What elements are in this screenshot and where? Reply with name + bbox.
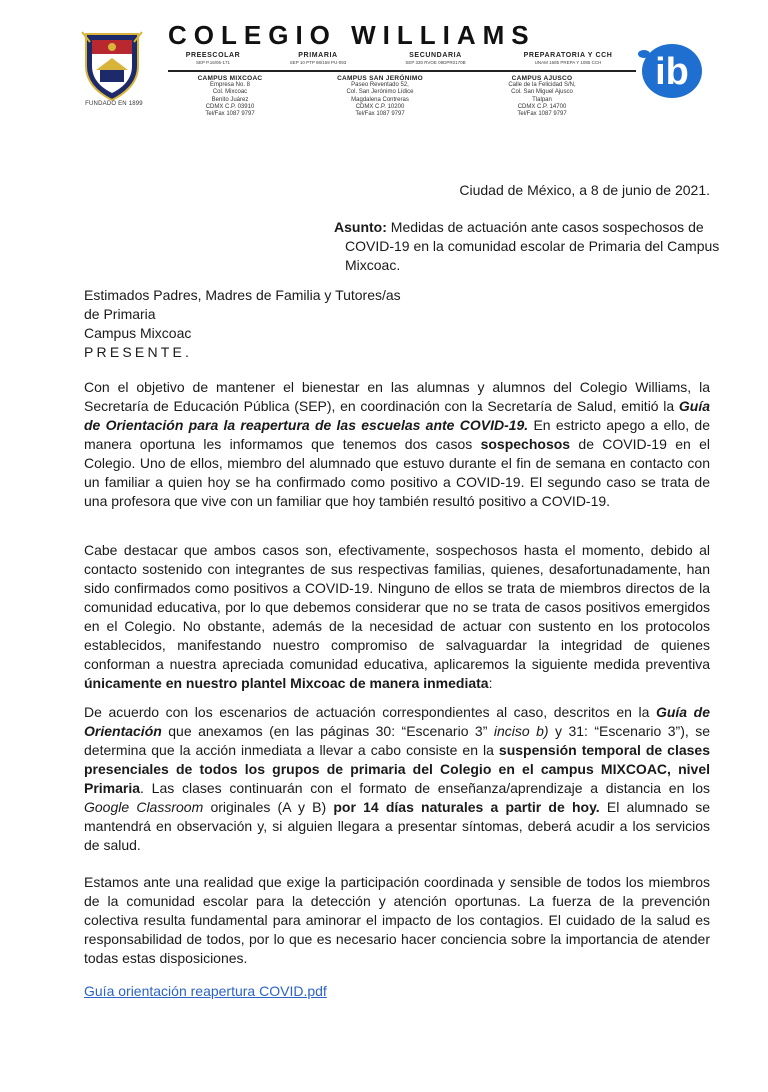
- level-preparatoria: PREPARATORIA Y CCH UNAM 1685 PREPA Y 1085 CCH: [523, 52, 613, 65]
- subject-label: Asunto:: [334, 219, 387, 235]
- header-divider: [168, 70, 636, 72]
- school-name: COLEGIO WILLIAMS: [168, 20, 536, 50]
- addressee-line: de Primaria: [84, 306, 156, 322]
- addressee-line: Estimados Padres, Madres de Familia y Tutores/as: [84, 287, 401, 303]
- paragraph-4: Estamos ante una realidad que exige la participación coordinada y sensible de todos los miembros de la comunidad escolar para la detección y atención oportunas. La fuerza de la prevención colectiva resulta fundamental para aminorar el impacto de los contagios. El cuidado de la salud es responsabilidad de todos, por lo que es necesario hacer conciencia sobre la importancia de atender todas estas disposiciones.: [84, 874, 710, 966]
- paragraph-1: Con el objetivo de mantener el bienestar en las alumnas y alumnos del Colegio Williams, la Secretaría de Educación Pública (SEP), en coordinación con la Secretaría de Salud, emitió la Guía de Orientación para la reapertura de las escuelas ante COVID-19. En estricto apego a ello, de manera oportuna les informamos que tenemos dos casos sospechosos de COVID-19 en el Colegio. Uno de ellos, miembro del alumnado que estuvo durante el fin de semana en contacto con un familiar a quien hoy se ha confirmado como positivo a COVID-19. El segundo caso se trata de una profesora que vive con un familiar que hoy también resultó positivo a COVID-19.: [84, 379, 710, 509]
- level-primaria: PRIMARIA SEP 10 PTP 98/159 PU-093: [289, 52, 347, 65]
- campus-ajusco: CAMPUS AJUSCO Calle de la Felicidad S/N, Col. San Miguel Ajusco Tlalpan CDMX C.P. 14700 Tel/Fax 1087 9797: [508, 75, 576, 118]
- letter-addressee: [84, 286, 684, 362]
- addressee-presente: PRESENTE.: [84, 344, 193, 360]
- paragraph-2: Cabe destacar que ambos casos son, efectivamente, sospechosos hasta el momento, debido al contacto sostenido con integrantes de sus respectivas familias, quienes, desafortunadamente, han sido confirmados como positivos a COVID-19. Ninguno de ellos se trata de miembros directos de la comunidad educativa, por lo que debemos considerar que no se trata de casos positivos emergidos en el Colegio. No obstante, además de la necesidad de actuar con sustento en los protocolos establecidos, manifestando nuestro compromiso de salvaguardar la integridad de quienes conforman a nuestra apreciada comunidad educativa, aplicaremos la siguiente medida preventiva únicamente en nuestro plantel Mixcoac de manera inmediata:: [84, 542, 710, 691]
- letter-date: Ciudad de México, a 8 de junio de 2021.: [459, 182, 710, 198]
- campus-san-jeronimo: CAMPUS SAN JERÓNIMO Paseo Reventado 52, Col. San Jerónimo Lídice Magdalena Contreras CDMX C.P. 10200 Tel/Fax 1087 9797: [337, 75, 423, 118]
- paragraph-3: De acuerdo con los escenarios de actuación correspondientes al caso, descritos en la Guía de Orientación que anexamos (en las páginas 30: “Escenario 3” inciso b) y 31: “Escenario 3”), se determina que la acción inmediata a llevar a cabo consiste en la suspensión temporal de clases presenciales de todos los grupos de primaria del Colegio en el campus MIXCOAC, nivel Primaria. Las clases continuarán con el formato de enseñanza/aprendizaje a distancia en los Google Classroom originales (A y B) por 14 días naturales a partir de hoy. El alumnado se mantendrá en observación y, si alguien llegara a presentar síntomas, deberá acudir a los servicios de salud.: [84, 704, 711, 853]
- campus-mixcoac: CAMPUS MIXCOAC Empresa No. 8 Col. Mixcoac Benito Juárez CDMX C.P. 03910 Tel/Fax 1087 9797: [197, 75, 263, 118]
- level-preescolar: PREESCOLAR SEP P.16/05-171: [185, 52, 241, 65]
- school-crest-icon: [80, 30, 144, 102]
- level-secundaria: SECUNDARIA SEP 330 RVOE 09DPR0170B: [405, 52, 466, 65]
- letter-subject: [334, 218, 721, 275]
- founded-caption: FUNDADO EN 1899: [85, 101, 143, 107]
- ib-logo-text: ib: [655, 51, 689, 93]
- ib-logo-icon: [632, 40, 708, 102]
- addressee-line: Campus Mixcoac: [84, 325, 192, 341]
- attachment-link[interactable]: Guía orientación reapertura COVID.pdf: [84, 983, 327, 999]
- school-levels: [168, 52, 638, 70]
- subject-text: Medidas de actuación ante casos sospechosos de COVID-19 en la comunidad escolar de Primaria del Campus Mixcoac.: [345, 219, 720, 273]
